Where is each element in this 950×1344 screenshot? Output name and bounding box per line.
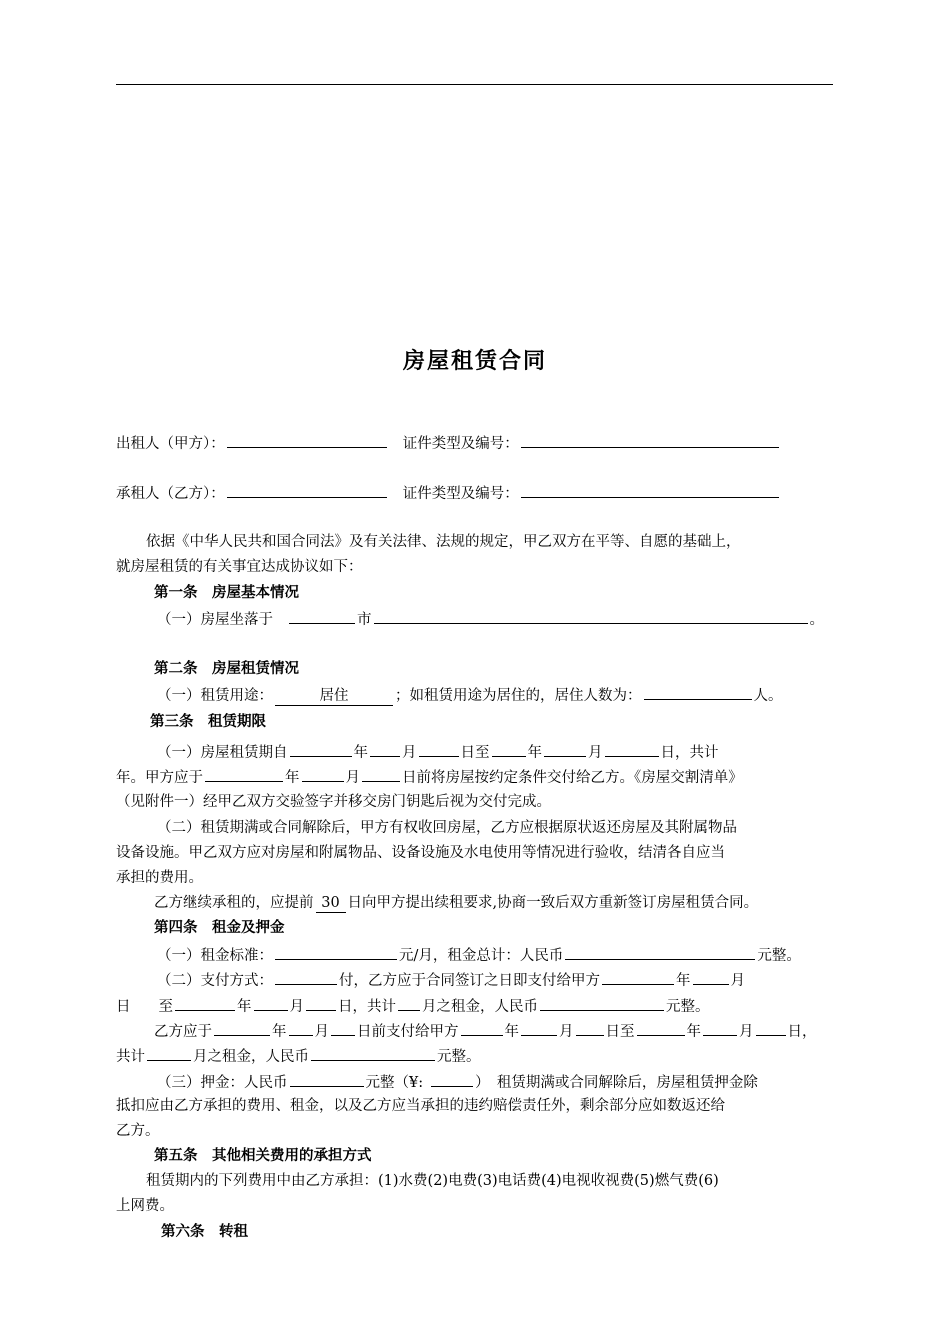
- city-field[interactable]: [289, 608, 355, 624]
- article-5-heading: 第五条 其他相关费用的承担方式: [154, 1147, 372, 1164]
- occupants-field[interactable]: [644, 684, 752, 700]
- article-4-p2-line1: [157, 969, 745, 991]
- day-to-text: 日至: [605, 1024, 635, 1040]
- payment-method-text: 付，乙方应于合同签订之日即支付给甲方: [339, 973, 600, 989]
- lessor-id-label: 证件类型及编号：: [402, 436, 519, 452]
- article-3-p1-line1: [157, 741, 719, 763]
- next-period-end-month-field[interactable]: [703, 1020, 737, 1036]
- year-text: 年: [676, 973, 691, 989]
- article-3-p1-line2: [116, 766, 743, 788]
- pay-to-lessor-text: 日前支付给甲方: [357, 1024, 459, 1040]
- year-text: 年: [504, 1024, 519, 1040]
- monthly-rent-field[interactable]: [275, 944, 397, 960]
- payment-method-label: （二）支付方式：: [157, 973, 273, 989]
- article-4-p2-line2: [116, 995, 710, 1017]
- article-1-heading: 第一条 房屋基本情况: [154, 584, 299, 601]
- first-payment-year-field[interactable]: [602, 969, 674, 985]
- amount-end-text: 元整。: [666, 999, 710, 1015]
- next-payment-month-field[interactable]: [289, 1020, 313, 1036]
- end-month-field[interactable]: [544, 741, 586, 757]
- day-to-text: 日至: [460, 745, 490, 761]
- article-3-p1-text: （一）房屋租赁期自: [157, 745, 288, 761]
- next-period-end-year-field[interactable]: [637, 1020, 685, 1036]
- article-1-item-1-prefix: （一）房屋坐落于: [157, 612, 273, 628]
- article-2-item-1-prefix: （一）租赁用途：: [157, 688, 273, 704]
- article-3-p3-end: 日向甲方提出续租要求,协商一致后双方重新签订房屋租赁合同。: [347, 895, 759, 911]
- header-rule: [116, 84, 833, 85]
- article-1-item-1: [157, 608, 824, 630]
- next-payment-day-field[interactable]: [331, 1020, 355, 1036]
- year-text: 年: [272, 1024, 287, 1040]
- article-4-p4-line3: 乙方。: [116, 1123, 160, 1139]
- end-day-field[interactable]: [605, 741, 659, 757]
- next-period-months-field[interactable]: [147, 1045, 191, 1061]
- rental-use-field[interactable]: 居住: [275, 687, 393, 706]
- article-3-p1b-end: 日前将房屋按约定条件交付给乙方。《房屋交割清单》: [402, 770, 743, 786]
- lessee-name-field[interactable]: [227, 482, 387, 498]
- rent-rmb-text: 月之租金，人民币: [422, 999, 538, 1015]
- month-text: 月: [314, 1024, 329, 1040]
- rent-rmb-text: 月之租金，人民币: [193, 1049, 309, 1065]
- handover-year-field[interactable]: [205, 766, 283, 782]
- start-day-field[interactable]: [419, 741, 459, 757]
- address-field[interactable]: [374, 608, 808, 624]
- lessor-id-field[interactable]: [521, 432, 779, 448]
- month-text: 月: [559, 1024, 574, 1040]
- lessee-id-field[interactable]: [521, 482, 779, 498]
- lessee-label: 承租人（乙方）：: [116, 486, 225, 502]
- year-text: 年: [686, 1024, 701, 1040]
- day-text: 日: [116, 999, 131, 1015]
- month-text: 月: [588, 745, 603, 761]
- intro-line-1: 依据《中华人民共和国合同法》及有关法律、法规的规定，甲乙双方在平等、自愿的基础上，: [146, 534, 741, 550]
- start-year-field[interactable]: [290, 741, 352, 757]
- day-total-text: 日，共计: [660, 745, 719, 761]
- next-period-day-field[interactable]: [576, 1020, 604, 1036]
- deposit-amount-field[interactable]: [290, 1071, 364, 1087]
- total-text: 共计: [116, 1049, 145, 1065]
- month-text: 月: [730, 973, 745, 989]
- lessee-id-label: 证件类型及编号：: [402, 486, 519, 502]
- lessee-line: [116, 482, 781, 504]
- article-4-p4-line2: 抵扣应由乙方承担的费用、租金，以及乙方应当承担的违约赔偿责任外，剩余部分应如数返还给: [116, 1098, 725, 1114]
- payment-method-field[interactable]: [275, 969, 337, 985]
- article-3-p2-line2: 设备设施。甲乙双方应对房屋和附属物品、设备设施及水电使用等情况进行验收，结清各自应当: [116, 845, 725, 861]
- month-text: 月: [289, 999, 304, 1015]
- article-4-p4-line1: [157, 1071, 758, 1093]
- article-4-p3-line1: [154, 1020, 817, 1042]
- deposit-clause-text: ） 租赁期满或合同解除后，房屋租赁押金除: [475, 1075, 758, 1091]
- year-text: 年: [527, 745, 542, 761]
- article-2-item-1-end: 人。: [753, 688, 783, 704]
- to-text: 至: [158, 999, 173, 1015]
- article-4-p1: [157, 944, 801, 966]
- handover-day-field[interactable]: [362, 766, 400, 782]
- article-4-p3-line2: [116, 1045, 481, 1067]
- deposit-yuan-text: 元整（¥:: [365, 1075, 424, 1091]
- intro-line-2: 就房屋租赁的有关事宜达成协议如下：: [116, 559, 363, 575]
- next-period-end-day-field[interactable]: [756, 1020, 786, 1036]
- first-payment-month-field[interactable]: [693, 969, 729, 985]
- month-text: 月: [345, 770, 360, 786]
- article-3-p2-line3: 承担的费用。: [116, 870, 203, 886]
- next-period-month-field[interactable]: [521, 1020, 557, 1036]
- rent-total-end: 元整。: [757, 948, 801, 964]
- article-4-heading: 第四条 租金及押金: [154, 919, 285, 936]
- rent-total-label: 元/月，租金总计：人民币: [399, 948, 564, 964]
- article-3-p1-line3: （见附件一）经甲乙双方交验签字并移交房门钥匙后视为交付完成。: [116, 794, 551, 810]
- first-period-day-field[interactable]: [306, 995, 336, 1011]
- handover-month-field[interactable]: [302, 766, 344, 782]
- lessee-pay-text: 乙方应于: [154, 1024, 212, 1040]
- article-3-p3: [154, 893, 758, 913]
- next-period-amount-field[interactable]: [311, 1045, 435, 1061]
- next-payment-year-field[interactable]: [214, 1020, 270, 1036]
- article-2-item-1-mid: ；如租赁用途为居住的，居住人数为：: [395, 688, 642, 704]
- article-6-heading: 第六条 转租: [161, 1223, 248, 1240]
- year-text: 年: [353, 745, 368, 761]
- article-3-p1b-text: 年。甲方应于: [116, 770, 203, 786]
- end-year-field[interactable]: [492, 741, 526, 757]
- article-1-item-1-end: 。: [809, 612, 824, 628]
- first-period-amount-field[interactable]: [540, 995, 664, 1011]
- deposit-figure-field[interactable]: [431, 1071, 473, 1087]
- article-2-heading: 第二条 房屋租赁情况: [154, 660, 299, 677]
- city-suffix: 市: [357, 612, 372, 628]
- deposit-label: （三）押金：人民币: [157, 1075, 288, 1091]
- month-text: 月: [739, 1024, 754, 1040]
- next-period-year-field[interactable]: [461, 1020, 503, 1036]
- amount-end-text: 元整。: [437, 1049, 481, 1065]
- article-2-item-1: [157, 684, 783, 706]
- article-3-p2-line1: （二）租赁期满或合同解除后，甲方有权收回房屋，乙方应根据原状返还房屋及其附属物品: [157, 820, 737, 836]
- start-month-field[interactable]: [370, 741, 400, 757]
- document-title: 房屋租赁合同: [402, 348, 547, 374]
- day-comma-text: 日，: [787, 1024, 817, 1040]
- month-text: 月: [402, 745, 417, 761]
- total-text: 日，共计: [338, 999, 396, 1015]
- rent-standard-label: （一）租金标准：: [157, 948, 273, 964]
- article-3-heading: 第三条 租赁期限: [150, 713, 266, 730]
- lessor-name-field[interactable]: [227, 432, 387, 448]
- first-period-month-field[interactable]: [254, 995, 288, 1011]
- article-3-p3-text: 乙方继续承租的，应提前: [154, 895, 314, 911]
- year-text: 年: [285, 770, 300, 786]
- article-5-p1: 租赁期内的下列费用中由乙方承担：(1)水费(2)电费(3)电话费(4)电视收视费(5)燃气费(6): [146, 1173, 719, 1189]
- lessor-line: [116, 432, 781, 454]
- lessor-label: 出租人（甲方）：: [116, 436, 225, 452]
- rent-total-field[interactable]: [565, 944, 755, 960]
- first-period-months-field[interactable]: [398, 995, 420, 1011]
- renewal-notice-days[interactable]: 30: [316, 894, 346, 913]
- year-text: 年: [237, 999, 252, 1015]
- article-5-p2: 上网费。: [116, 1198, 174, 1214]
- first-period-year-field[interactable]: [175, 995, 235, 1011]
